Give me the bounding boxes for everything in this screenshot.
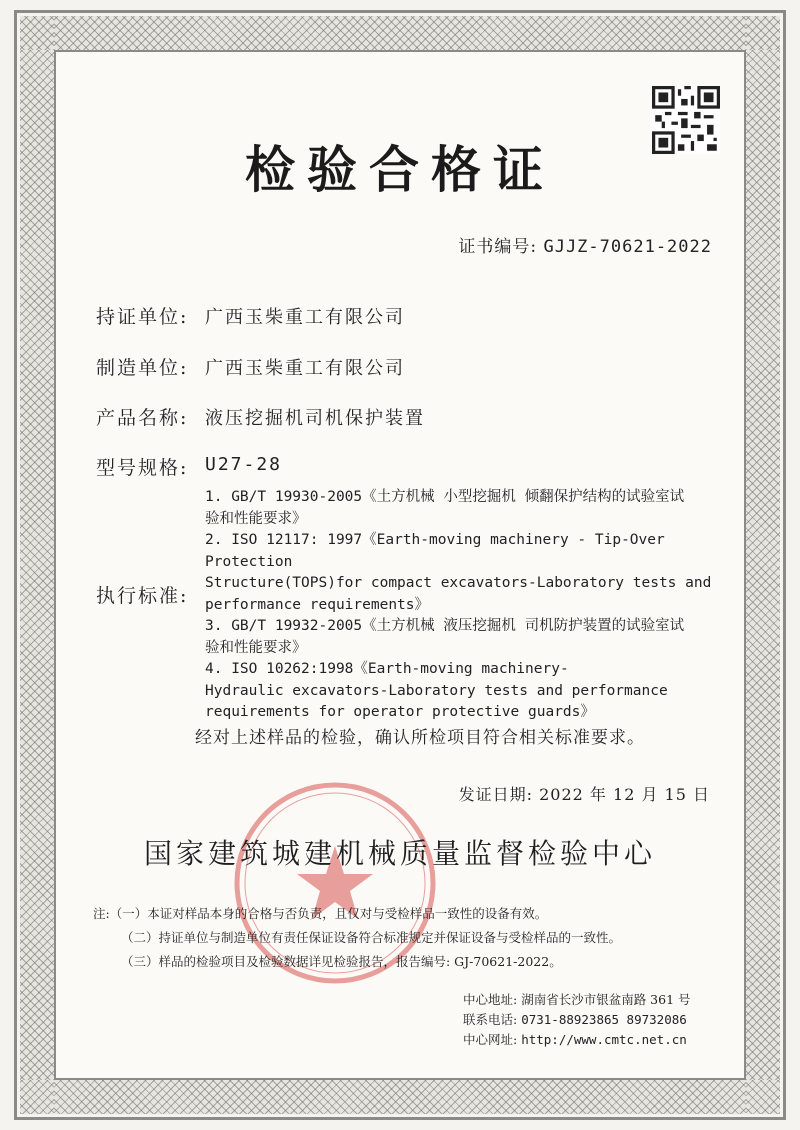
standards-label: 执行标准: [96, 585, 189, 607]
certificate-title: 检验合格证 [245, 140, 555, 199]
product-name-value: 液压挖掘机司机保护装置 [205, 408, 425, 429]
note-line: （二）持证单位与制造单位有责任保证设备符合标准规定并保证设备与受检样品的一致性。 [121, 930, 622, 945]
manufacturer-label: 制造单位: [96, 357, 189, 379]
certificate-number-value: GJJZ-70621-2022 [543, 237, 712, 257]
standards-list [205, 487, 725, 724]
contact-website-label: 中心网址: [463, 1032, 518, 1047]
standards-line: performance requirements》 [205, 596, 430, 613]
contact-website-value[interactable]: http://www.cmtc.net.cn [521, 1032, 687, 1047]
standards-line: 验和性能要求》 [205, 639, 307, 656]
contact-phone-value: 0731-88923865 89732086 [521, 1012, 687, 1027]
model-label: 型号规格: [96, 457, 189, 479]
contact-address [463, 990, 691, 1010]
certificate-number-label: 证书编号: [458, 237, 538, 257]
product-name-label: 产品名称: [96, 407, 189, 429]
notes [93, 902, 621, 974]
contact-info [463, 990, 691, 1050]
contact-website [463, 1030, 691, 1050]
note-line: 注:（一）本证对样品本身的合格与否负责，且仅对与受检样品一致性的设备有效。 [93, 906, 548, 921]
manufacturer-value: 广西玉柴重工有限公司 [205, 358, 405, 379]
issue-date [459, 782, 710, 805]
issuing-organization: 国家建筑城建机械质量监督检验中心 [143, 837, 656, 870]
model-value: U27-28 [205, 454, 283, 475]
standards-line: 1. GB/T 19930-2005《土方机械 小型挖掘机 倾翻保护结构的试验室试 [205, 489, 685, 505]
contact-address-label: 中心地址: [463, 992, 518, 1007]
contact-phone-label: 联系电话: [463, 1012, 518, 1027]
standards-line: 验和性能要求》 [205, 510, 307, 527]
standards-line: 3. GB/T 19932-2005《土方机械 液压挖掘机 司机防护装置的试验室试 [205, 618, 685, 634]
certificate-number [458, 232, 712, 257]
contact-phone [463, 1010, 691, 1030]
issue-date-value: 2022 年 12 月 15 日 [539, 785, 710, 804]
standards-line: 2. ISO 12117: 1997《Earth-moving machinery - Tip-Over Protection [205, 532, 665, 570]
holder-label: 持证单位: [96, 306, 189, 328]
note-line: （三）样品的检验项目及检验数据详见检验报告，报告编号: GJ-70621-2022。 [121, 954, 562, 969]
standards-line: requirements for operator protective guards》 [205, 704, 595, 720]
standards-line: Hydraulic excavators-Laboratory tests and performance [205, 682, 668, 699]
standards-line: 4. ISO 10262:1998《Earth-moving machinery- [205, 661, 569, 677]
conclusion-text: 经对上述样品的检验，确认所检项目符合相关标准要求。 [195, 728, 645, 748]
holder-value: 广西玉柴重工有限公司 [205, 307, 405, 328]
standards-line: Structure(TOPS)for compact excavators-Laboratory tests and [205, 575, 712, 591]
issue-date-label: 发证日期: [458, 785, 534, 804]
contact-address-value: 湖南省长沙市银盆南路 361 号 [521, 992, 691, 1007]
